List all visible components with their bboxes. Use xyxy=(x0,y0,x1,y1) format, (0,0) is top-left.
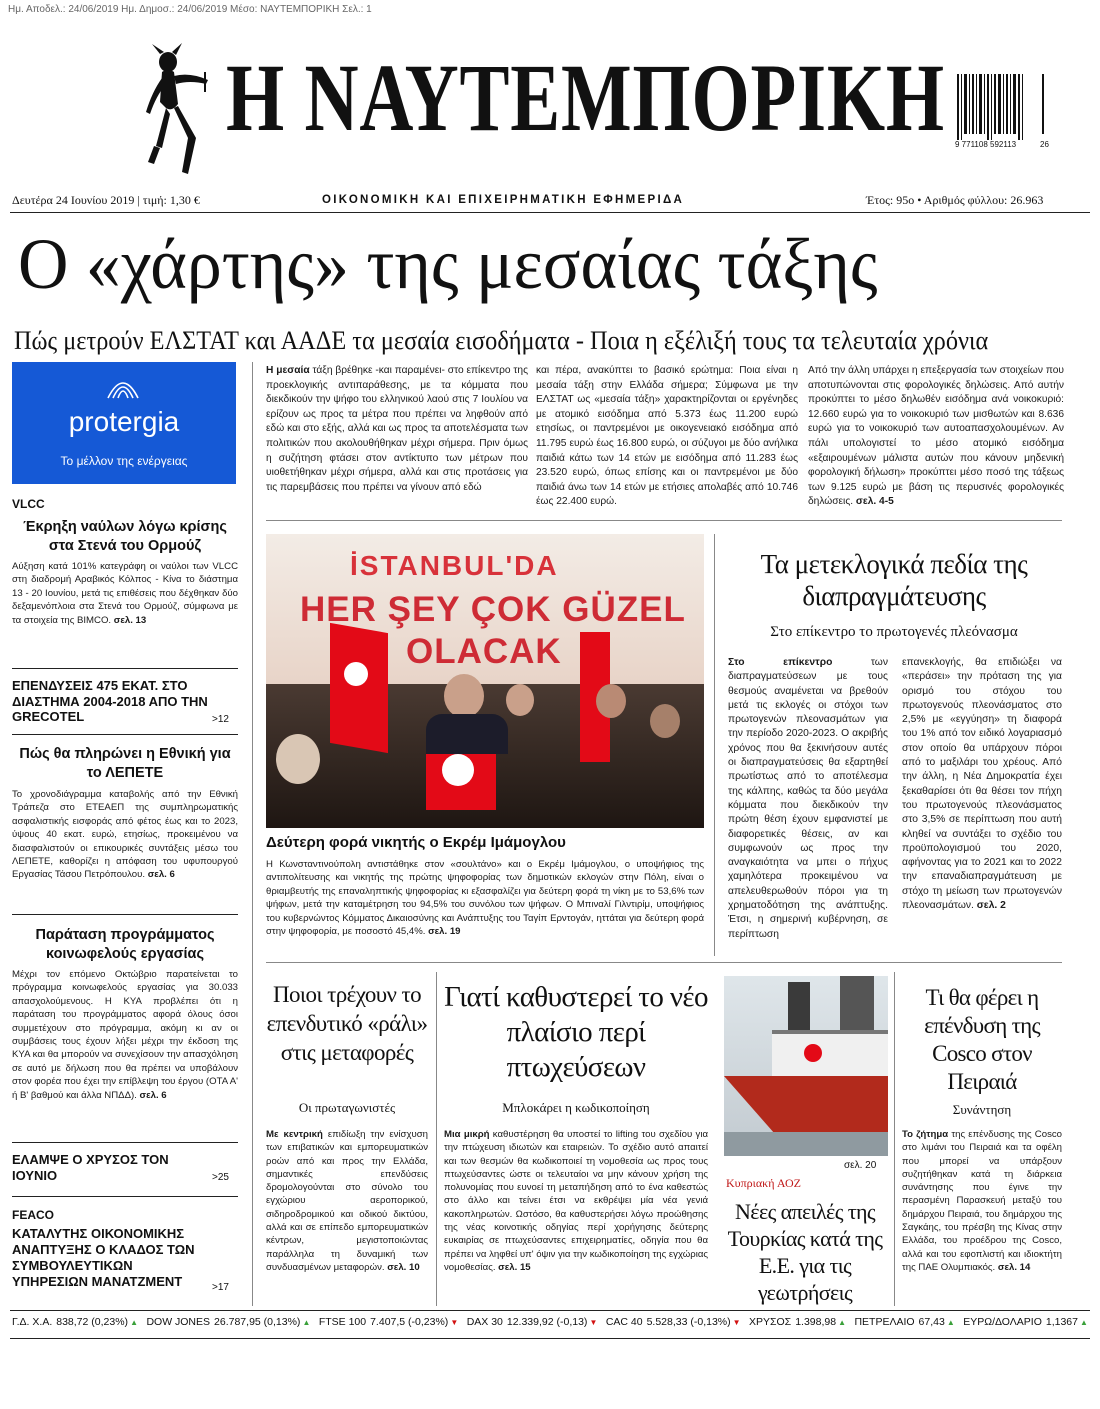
flag-crescent-left xyxy=(344,662,368,686)
ticker-value: 7.407,5 (-0,23%) xyxy=(370,1316,449,1328)
ticker-label: ΠΕΤΡΕΛΑΙΟ xyxy=(854,1316,915,1328)
protergia-ad[interactable] xyxy=(12,362,236,484)
arrow-up-icon: ▲ xyxy=(1079,1318,1088,1327)
vlcc-title: Έκρηξη ναύλων λόγω κρίσης στα Στενά του Ορμούζ xyxy=(23,519,227,554)
ticker-value: 838,72 (0,23%) xyxy=(56,1316,129,1328)
protergia-brand: protergia xyxy=(68,406,180,437)
grecotel-title: ΕΠΕΝΔΥΣΕΙΣ 475 ΕΚΑΤ. ΣΤΟ ΔΙΑΣΤΗΜΑ 2004-2018 ΑΠΟ ΤΗΝ GRECOTEL xyxy=(12,678,208,724)
arrow-up-icon: ▲ xyxy=(302,1318,311,1327)
turkey-kicker: Κυπριακή ΑΟΖ xyxy=(726,1176,801,1190)
negotiation-col-2-text: επανεκλογής, θα επιδιώξει να «περάσει» την πρόταση της για ορισμό του στόχου του πρωτογενούς πλεονάσματος στο 2,5% με «εγγύηση» τη διαφορά του 1% από τον ειδικό λογαριασμό στον οποίο θα υπάρχουν πόροι από το μαξιλάρι του χρέους. Από την άλλη, η Νέα Δημοκρατία έχει ξεκαθαρίσει ότι θα θέσει τον πήχη του πρωτογενούς πλεονάσματος στο 3,5% σε περίπτωση που αυτή κληθεί να συντάξει το σχέδιο του προϋπολογισμού του 2020, αφήνοντας για το 2021 και το 2022 την επαναδιαπραγμάτευση με στόχο τη μείωση των πρωτογενών πλεονασμάτων. xyxy=(902,657,1062,912)
masthead-subtitle: ΟΙΚΟΝΟΜΙΚΗ ΚΑΙ ΕΠΙΧΕΙΡΗΜΑΤΙΚΗ ΕΦΗΜΕΡΙΔΑ xyxy=(322,194,685,206)
cosco-body-text: της επένδυσης της Cosco στο λιμάνι του Πειραιά και τα οφέλη που μπορεί να υπάρξουν συζητήθηκαν κατά τη διάρκεια συνάντησης που έγινε την περασμένη Παρασκευή μεταξύ του δημάρχου Πειραιά, του δημάρχου της Σαγκάης, του πρέσβη της Κίνας στην Ελλάδα, του προέδρου της Cosco, αλλά και του εφοπλιστή και ιδιοκτήτη της ΠΑΕ Ολυμπιακός. xyxy=(902,1129,1062,1273)
ticker-item xyxy=(319,1316,458,1336)
drillship-photo xyxy=(724,976,888,1156)
barcode-icon xyxy=(955,74,1035,144)
ticker-value: 5.528,33 (-0,13%) xyxy=(646,1316,731,1328)
feaco-ref: >17 xyxy=(212,1282,229,1293)
crowd-person xyxy=(650,704,680,738)
arrow-up-icon: ▲ xyxy=(130,1318,138,1327)
main-col-1-text: τάξη βρέθηκε -και παραμένει- στο επίκεντρο της προεκλογικής αντιπαράθεσης, με τα κόμματα που διεκδικούν την ψήφο του ελληνικού λαού στις 7 Ιουλίου να ερίζουν ως προς τα μέτρα που πρέπει να ληφθούν από εδώ και στο εξής, αλλά και ως προς τα αποτελέσματα των πολιτικών που ακολουθήθηκαν μέχρι σήμερα. Πριν όμως η συζήτηση φτάσει στον αντίκτυπο των μέτρων που υιοθετήθηκαν μέχρι σήμερα, αλλά και στις προτάσεις για τις παρεμβάσεις που πρέπει να γίνουν από εδώ xyxy=(266,365,528,493)
protergia-logo-icon xyxy=(104,374,142,400)
barcode-number: 9 771108 592113 xyxy=(955,140,1017,149)
hermes-logo-icon xyxy=(138,42,216,190)
banner-line-2: HER ŞEY ÇOK GÜZEL xyxy=(300,590,686,629)
rally-body-text: επιδίωξη την ενίσχυση των επιβατικών και εμπορευματικών ροών από και προς την Ελλάδα, σημαντικές επενδύσεις δρομολογούνται στο σύνολο του εγχώριου αεροπορικού, σιδηροδρομικού και οδικού δικτύου, αλλά και σε επίπεδο εμπορευματικών κέντρων, μεγιστοποιώντας παράλληλα τη δυναμική των συνδυασμένων μεταφορών. xyxy=(266,1129,428,1273)
main-subhead: Πώς μετρούν ΕΛΣΤΑΤ και ΑΑΔΕ τα μεσαία εισοδήματα - Ποια η εξέλιξή τους τα τελευταία χρόνια xyxy=(14,326,989,355)
main-col-3-ref: σελ. 4-5 xyxy=(855,496,894,508)
ticker-item xyxy=(606,1316,741,1336)
cosco-body xyxy=(902,1128,1062,1274)
rally-ref: σελ. 10 xyxy=(387,1261,420,1273)
arrow-down-icon: ▼ xyxy=(589,1318,598,1327)
bankruptcy-ref: σελ. 15 xyxy=(498,1261,531,1273)
negotiation-col-2 xyxy=(902,656,1062,913)
photo-body-text: Η Κωνσταντινούπολη αντιστάθηκε στον «σουλτάνο» και ο Εκρέμ Ιμάμογλου, ο υποψήφιος της αντιπολίτευσης και νικητής της πρώτης ψηφοφορίας των δημοτικών εκλογών στην Πόλη, είναι ο θριαμβευτής της επαναληπτικής ψηφοφορίας κι εξασφαλίζει για δεύτερη φορά τη νίκη με το 53,6% των ψήφων, μετά την καταμέτρηση του 94,5% του συνόλου των ψήφων. Ο Μπιναλί Γιλντιρίμ, υποψήφιος του κυβερνώντος Κόμματος Δικαιοσύνης και Ανάπτυξης του Ταγίπ Ερντογάν, ηττάται για δεύτερη φορά στην ψηφοφορία, με ποσοστό 45,4%. xyxy=(266,859,704,938)
crowd-person xyxy=(506,684,534,716)
negotiation-col-1 xyxy=(728,656,888,942)
main-headline: Ο «χάρτης» της μεσαίας τάξης xyxy=(18,224,878,304)
vlcc-ref: σελ. 13 xyxy=(113,614,147,626)
year-issue: Έτος: 95ο • Αριθμός φύλλου: 26.963 xyxy=(866,193,1044,207)
ticker-label: FTSE 100 xyxy=(318,1316,367,1328)
ticker-item xyxy=(854,1316,954,1336)
lepete-body xyxy=(12,788,238,882)
rally-body xyxy=(266,1128,428,1274)
ticker-value: 26.787,95 (0,13%) xyxy=(214,1316,301,1328)
ergasia-title: Παράταση προγράμματος κοινωφελούς εργασίας xyxy=(35,927,215,962)
ergasia-body xyxy=(12,968,238,1102)
masthead-title: Η ΝΑΥΤΕΜΠΟΡΙΚΗ xyxy=(226,44,945,151)
bankruptcy-body-text: καθυστέρηση θα υποστεί το lifting του σχεδίου για την πτώχευση ιδιωτών και εταιρειών. Το σχέδιο αυτό απαιτεί και των θεσμών θα κωδικοποιεί τη νομοθεσία ως προς τους πτωχεύσαντες ώστε οι τελευταίοι να μην κάνουν χρήση της πολυνομίας που ευνοεί τη μεταπήδηση από το ένα καθεστώς στο άλλο και τείνει έτσι να εκθρέψει μία νέα γενιά κακοπληρωτών. Ωστόσο, θα καθυστερήσει λόγω προώθησης της νέας κοινοτικής οδηγίας περί χορήγησης δεύτερης ευκαιρίας σε πτωχεύσαντες επιχειρηματίες, οδηγία που θα πρέπει να ληφθεί υπ' όψιν για την κωδικοποίηση της εγχώριας νομοθεσίας. xyxy=(444,1129,708,1273)
rally-title: Ποιοι τρέχουν το επενδυτικό «ράλι» στις μεταφορές xyxy=(266,982,428,1065)
bankruptcy-lead: Μια μικρή xyxy=(444,1129,490,1140)
market-ticker xyxy=(12,1316,1088,1336)
arrow-down-icon: ▼ xyxy=(732,1318,741,1327)
bankruptcy-title: Γιατί καθυστερεί το νέο πλαίσιο περί πτωχεύσεων xyxy=(444,981,708,1083)
barcode-addon xyxy=(1042,74,1056,134)
main-col-3-text: Από την άλλη υπάρχει η επεξεργασία των στοιχείων που αποτυπώνονται στις φορολογικές δηλώσεις. Από αυτήν προκύπτει το μέσο δηλωθέν εισόδημα ανά νοικοκυριό: 12.660 ευρώ για το νοικοκυριό των μισθωτών και 8.636 ευρώ για το νοικοκυριό των αυτοαπασχολουμένων. Αν πάλι υπολογιστεί το μέσο ατομικό εισόδημα «εξαιρουμένων μάλιστα αυτών που κάνουν μηδενική φορολογική δήλωση» προκύπτει μέσο ποσό της τάξεως των 9.125 ευρώ με βάση τις περυσινές φορολογικές δηλώσεις. xyxy=(808,365,1064,508)
ticker-item xyxy=(467,1316,598,1336)
lepete-title: Πώς θα πληρώνει η Εθνική για το ΛΕΠΕΤΕ xyxy=(19,746,231,781)
feaco-title: ΚΑΤΑΛΥΤΗΣ ΟΙΚΟΝΟΜΙΚΗΣ ΑΝΑΠΤΥΞΗΣ Ο ΚΛΑΔΟΣ ΤΩΝ ΣΥΜΒΟΥΛΕΥΤΙΚΩΝ ΥΠΗΡΕΣΙΩΝ ΜΑΝΑΤΖΜΕΝΤ xyxy=(12,1226,195,1289)
clipping-meta: Ημ. Αποδελ.: 24/06/2019 Ημ. Δημοσ.: 24/06/2019 Μέσο: ΝΑΥΤΕΜΠΟΡΙΚΗ Σελ.: 1 xyxy=(8,4,372,15)
protergia-tagline: Το μέλλον της ενέργειας xyxy=(60,454,188,468)
cosco-lead: Το ζήτημα xyxy=(902,1129,949,1140)
ticker-value: 1.398,98 xyxy=(795,1316,837,1328)
photo-ref: σελ. 19 xyxy=(428,926,461,938)
ticker-item xyxy=(749,1316,846,1336)
cosco-ref: σελ. 14 xyxy=(997,1261,1031,1273)
ergasia-body-text: Μέχρι τον επόμενο Οκτώβριο παρατείνεται το πρόγραμμα κοινωφελούς εργασίας για 30.033 απασχολούμενους. Η ΚΥΑ προβλέπει ότι η παράταση του προγράμματος αφορά όλους όσοι συμμετέχουν στο πρόγραμμα, ακόμη κι αν οι συμβάσεις τους έχουν λήξει μέχρι την έκδοση της ΚΥΑ και θα μπορούν να συνεχίσουν την απασχόληση σε αυτό με δήλωση που θα πρέπει να υποβάλουν στον φορέα που έχει την επίβλεψη του έργου (ΟΤΑ Α' ή Β' βαθμού και άλλα ΝΠΔΔ). xyxy=(12,969,238,1101)
vlcc-body-text: Αύξηση κατά 101% κατεγράφη οι ναύλοι των VLCC στη διαδρομή Αραβικός Κόλπος - Κίνα το διάστημα 13 - 20 Ιουνίου, μετά τις επιθέσεις που δέχθηκαν δύο δεξαμενόπλοια στα Στενά του Ορμούζ, σύμφωνα με τα στοιχεία της BIMCO. xyxy=(12,561,238,626)
ticker-value: 1,1367 xyxy=(1045,1316,1078,1328)
rally-subtitle: Οι πρωταγωνιστές xyxy=(298,1100,396,1115)
barcode-suffix: 26 xyxy=(1040,140,1049,149)
gold-title: ΕΛΑΜΨΕ Ο ΧΡΥΣΟΣ ΤΟΝ ΙΟΥΝΙΟ xyxy=(12,1152,169,1183)
negotiation-title: Τα μετεκλογικά πεδία της διαπραγμάτευσης xyxy=(760,549,1028,611)
ticker-item xyxy=(963,1316,1088,1336)
rally-lead: Με κεντρική xyxy=(266,1129,323,1140)
vlcc-body xyxy=(12,560,238,627)
negotiation-col-1-lead: Στο επίκεντρο xyxy=(728,657,833,668)
ticker-label: ΕΥΡΩ/ΔΟΛΑΡΙΟ xyxy=(963,1316,1042,1328)
negotiation-col-1-text: των διαπραγματεύσεων με τους θεσμούς αναμένεται να βρεθούν μετά τις εκλογές οι στόχοι των πρωτογενών πλεονασμάτων για την περίοδο 2020-2023. Ο ακριβής χρόνος που θα ξεκινήσουν αυτές οι διαπραγματεύσεις θα εξαρτηθεί πρωτίστως από το αποτέλεσμα της κάλπης, καθώς τα δύο μεγάλα κόμματα που διεκδικούν την πρώτη θέση έχουν εμφανιστεί με διαφορετικές θέσεις, αν και συμφωνούν ως προς την αναγκαιότητα να μπει ο πήχυς χαμηλότερα προκειμένου να απελευθερωθούν πόροι για τη χρηματοδότηση της ανάπτυξης. Έτσι, η σημερινή κυβέρνηση, σε περίπτωση xyxy=(728,657,888,940)
speaker-body xyxy=(426,714,508,754)
turkish-emblem xyxy=(804,1044,822,1062)
ship-hull xyxy=(724,1076,888,1132)
ticker-label: Γ.Δ. Χ.Α. xyxy=(12,1316,53,1328)
ticker-item xyxy=(12,1316,138,1336)
ticker-label: ΧΡΥΣΟΣ xyxy=(749,1316,792,1328)
bankruptcy-body xyxy=(444,1128,708,1274)
feaco-kicker: FEACO xyxy=(12,1208,54,1222)
gold-ref: >25 xyxy=(212,1172,229,1183)
arrow-up-icon: ▲ xyxy=(838,1318,846,1327)
barcode xyxy=(955,74,1035,160)
crowd-person xyxy=(596,684,626,718)
crowd-person xyxy=(276,734,320,784)
podium-emblem xyxy=(442,754,474,786)
sea xyxy=(724,1132,888,1156)
date-price: Δευτέρα 24 Ιουνίου 2019 | τιμή: 1,30 € xyxy=(12,193,200,207)
grecotel-ref: >12 xyxy=(212,714,229,725)
main-col-2: και πέρα, ανακύπτει το βασικό ερώτημα: Ποια είναι η μεσαία τάξη στην Ελλάδα σήμερα; Σύμφωνα με την ΕΛΣΤΑΤ ως «μεσαία τάξη» χαρακτηρίζονται οι εργένηδες με ατομικό εισόδημα από 5.373 έως 11.200 ευρώ ετησίως, οι παντρεμένοι με οικογενειακό εισόδημα από 11.795 ευρώ έως 16.800 ευρώ, οι σύζυγοι με δύο ανήλικα παιδιά κάτω των 14 ετών με εισόδημα από 11.283 έως 23.520 ευρώ, όπως επίσης και οι παντρεμένοι με δύο παιδιά άνω των 14 ετών με ετήσιες απολαβές από 10.746 έως 22.400 ευρώ. xyxy=(536,365,798,508)
vlcc-kicker: VLCC xyxy=(12,497,45,511)
ergasia-ref: σελ. 6 xyxy=(139,1089,167,1101)
istanbul-photo xyxy=(266,534,704,828)
speaker-head xyxy=(444,674,484,718)
cosco-title: Τι θα φέρει η επένδυση της Cosco στον Πειραιά xyxy=(924,985,1040,1094)
ticker-label: DOW JONES xyxy=(146,1316,211,1328)
ticker-value: 12.339,92 (-0,13) xyxy=(506,1316,588,1328)
turkish-flag-left xyxy=(330,623,388,753)
negotiation-ref: σελ. 2 xyxy=(976,900,1006,912)
arrow-up-icon: ▲ xyxy=(946,1318,955,1327)
main-col-1-lead: Η μεσαία xyxy=(266,365,310,376)
main-col-3 xyxy=(808,364,1064,510)
main-col-1 xyxy=(266,364,528,495)
banner-line-1: İSTANBUL'DA xyxy=(350,550,559,581)
arrow-down-icon: ▼ xyxy=(450,1318,459,1327)
ticker-label: CAC 40 xyxy=(605,1316,643,1328)
negotiation-subtitle: Στο επίκεντρο το πρωτογενές πλεόνασμα xyxy=(770,624,1018,640)
banner-line-3: OLACAK xyxy=(406,632,562,671)
bankruptcy-subtitle: Μπλοκάρει η κωδικοποίηση xyxy=(502,1100,650,1115)
ticker-item xyxy=(146,1316,310,1336)
ship-superstructure xyxy=(772,1030,888,1084)
turkey-photo-ref: σελ. 20 xyxy=(844,1160,877,1171)
lepete-ref: σελ. 6 xyxy=(147,869,175,881)
photo-body xyxy=(266,858,704,938)
photo-caption: Δεύτερη φορά νικητής ο Εκρέμ Ιμάμογλου xyxy=(266,834,566,851)
lepete-body-text: Το χρονοδιάγραμμα καταβολής από την Εθνική Τράπεζα στο ΕΤΕΑΕΠ της συμπληρωματικής ασφαλιστικής εισφοράς από φέτος έως και το 2023, ύψους 40 εκατ. ευρώ, ετησίως, προκειμένου να διασφαλιστούν οι επικουρικές συντάξεις μέσω του ΛΕΠΕΤΕ, καθορίζει η απόφαση του υφυπουργού Εργασίας Τάσου Πετρόπουλου. xyxy=(12,789,238,881)
ticker-value: 67,43 xyxy=(918,1316,945,1328)
ticker-label: DAX 30 xyxy=(466,1316,503,1328)
cosco-subtitle: Συνάντηση xyxy=(952,1102,1012,1117)
turkey-title: Νέες απειλές της Τουρκίας κατά της Ε.Ε. για τις γεωτρήσεις xyxy=(727,1199,883,1305)
